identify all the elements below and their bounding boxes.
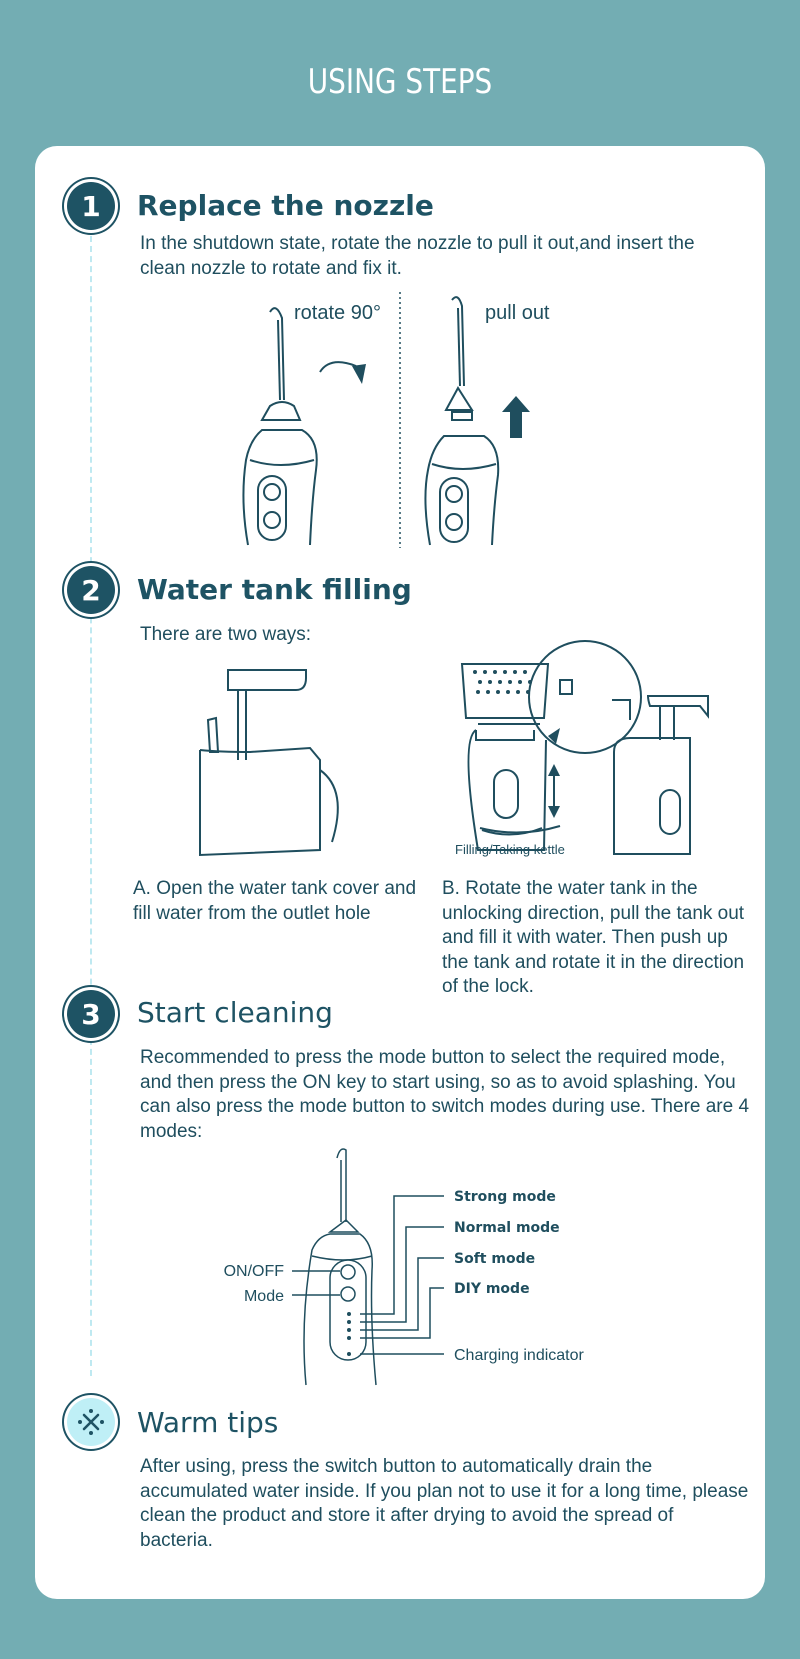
rotate-label: rotate 90° (294, 302, 381, 324)
step-1-text: In the shutdown state, rotate the nozzle to pull it out,and insert the clean nozzle to rotate and fix it. (140, 233, 695, 279)
mode-label: Mode (243, 1288, 284, 1305)
tips-text: After using, press the switch button to automatically drain the accumulated water inside. If you plan not to use it for a long time, please clean the product and store it after drying to avoid the spread of bacteria. (140, 1456, 749, 1551)
step-2-intro: There are two ways: (140, 624, 312, 645)
strong-mode-label: Strong mode (454, 1189, 556, 1205)
asterisk-cross-icon (76, 1407, 106, 1437)
kettle-label: Filling/Taking kettle (455, 842, 565, 857)
pull-label: pull out (485, 302, 550, 324)
step-3-text: Recommended to press the mode button to select the required mode, and then press the ON key to start using, so as to avoid splashing. You can also press the mode button to switch modes during use. There are 4 modes: (140, 1047, 750, 1142)
tips-title: Warm tips (137, 1406, 279, 1439)
diy-mode-label: DIY mode (454, 1281, 530, 1297)
charging-indicator-label: Charging indicator (454, 1347, 584, 1364)
tips-badge (67, 1398, 115, 1446)
step-1-badge: 1 (67, 182, 115, 230)
step-2-badge: 2 (67, 566, 115, 614)
step-2-title: Water tank filling (137, 573, 412, 606)
page-title: USING STEPS (307, 62, 493, 102)
normal-mode-label: Normal mode (454, 1220, 560, 1236)
onoff-label: ON/OFF (223, 1263, 284, 1280)
step-3-badge: 3 (67, 990, 115, 1038)
soft-mode-label: Soft mode (454, 1251, 536, 1267)
step-3-title: Start cleaning (137, 996, 333, 1029)
option-b-text: B. Rotate the water tank in the unlocking direction, pull the tank out and fill it with water. Then push up the tank and rotate it in the direction of the lock. (442, 878, 745, 997)
option-a-text: A. Open the water tank cover and fill water from the outlet hole (133, 878, 417, 924)
step-1-title: Replace the nozzle (137, 189, 434, 222)
